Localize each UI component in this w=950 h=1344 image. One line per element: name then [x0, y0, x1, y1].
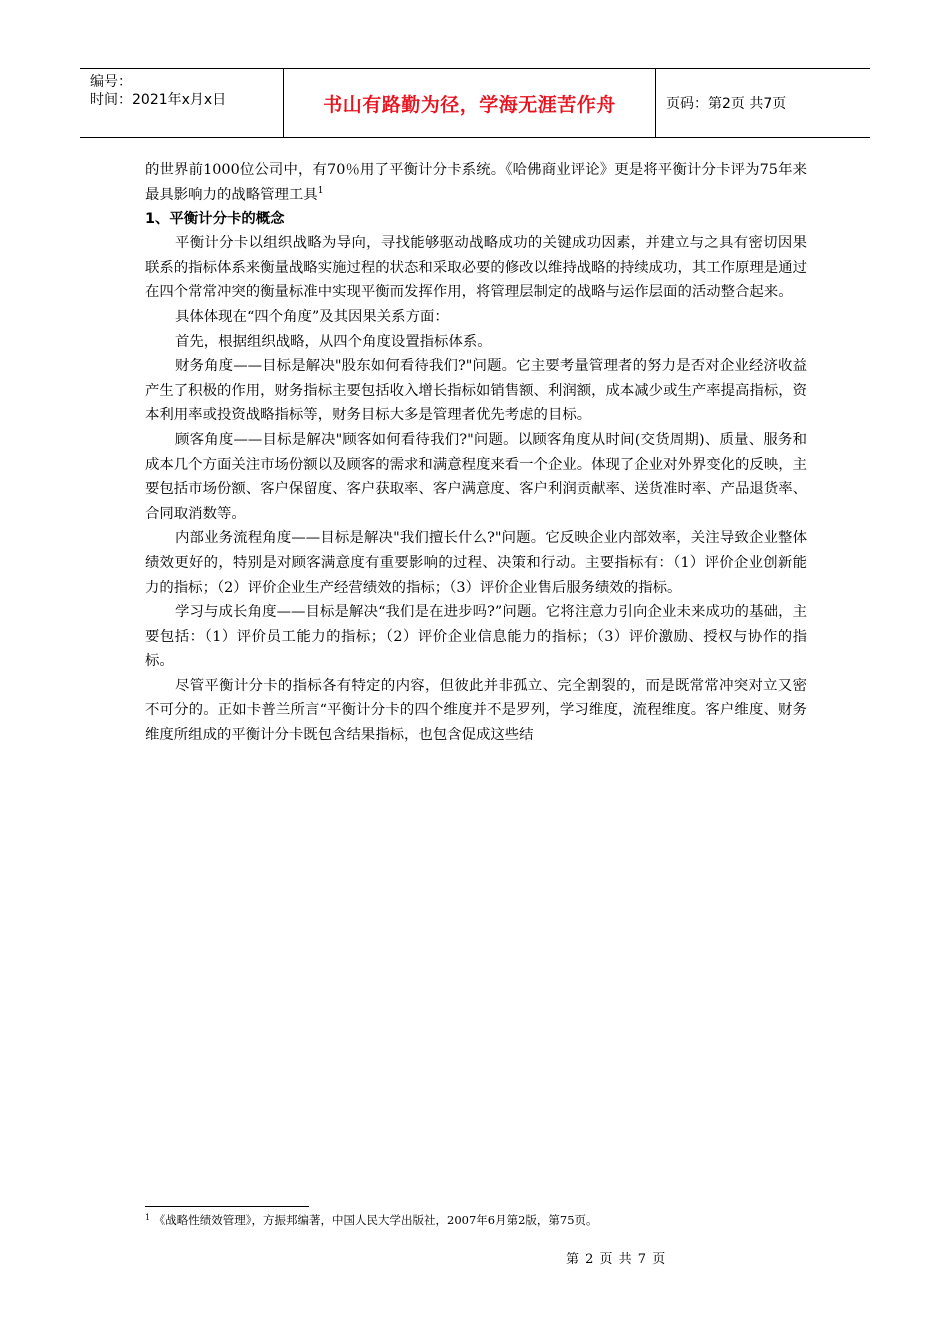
- paragraph-learning-growth: 学习与成长角度——目标是解决“我们是在进步吗?”问题。它将注意力引向企业未来成功的基础，主要包括：（1）评价员工能力的指标；（2）评价企业信息能力的指标；（3）评价激励、授权与协作的指标。: [145, 604, 807, 670]
- footnote-mark: 1: [145, 1213, 151, 1222]
- header-page-info: 页码：第2页 共7页: [666, 96, 787, 112]
- paragraph-internal-process: 内部业务流程角度——目标是解决"我们擅长什么?"问题。它反映企业内部效率，关注导致企业整体绩效更好的，特别是对顾客满意度有重要影响的过程、决策和行动。主要指标有：（1）评价企业创新能力的指标；（2）评价企业生产经营绩效的指标；（3）评价企业售后服务绩效的指标。: [145, 530, 807, 596]
- paragraph-concept: 平衡计分卡以组织战略为导向，寻找能够驱动战略成功的关键成功因素，并建立与之具有密切因果联系的指标体系来衡量战略实施过程的状态和采取必要的修改以维持战略的持续成功，其工作原理是通过在四个常常冲突的衡量标准中实现平衡而发挥作用，将管理层制定的战略与运作层面的活动整合起来。: [145, 235, 807, 301]
- paragraph-text: 的世界前1000位公司中，有70％用了平衡计分卡系统。《哈佛商业评论》更是将平衡计分卡评为75年来最具影响力的战略管理工具: [145, 162, 807, 203]
- footnote-reference: 1: [317, 185, 324, 196]
- footnote-separator: [145, 1206, 309, 1207]
- footnote: [145, 1212, 825, 1228]
- header-meta-cell: [80, 69, 284, 137]
- paragraph-financial: 财务角度——目标是解决"股东如何看待我们?"问题。它主要考量管理者的努力是否对企业经济收益产生了积极的作用，财务指标主要包括收入增长指标如销售额、利润额，成本减少或生产率提高指标，资本利用率或投资战略指标等，财务目标大多是管理者优先考虑的目标。: [145, 358, 807, 424]
- document-body: [145, 158, 807, 748]
- document-time-label: 时间：2021年x月x日: [90, 92, 227, 108]
- paragraph-customer: 顾客角度——目标是解决"顾客如何看待我们?"问题。以顾客角度从时间(交货周期)、质量、服务和成本几个方面关注市场份额以及顾客的需求和满意程度来看一个企业。体现了企业对外界变化的反映，主要包括市场份额、客户保留度、客户获取率、客户满意度、客户利润贡献率、送货准时率、产品退货率、合同取消数等。: [145, 431, 807, 522]
- paragraph-balance: 尽管平衡计分卡的指标各有特定的内容，但彼此并非孤立、完全割裂的，而是既常常冲突对立又密不可分的。正如卡普兰所言“平衡计分卡的四个维度并不是罗列，学习维度，流程维度。客户维度、财务维度所组成的平衡计分卡既包含结果指标，也包含促成这些结: [145, 677, 807, 744]
- section-heading: 1、平衡计分卡的概念: [145, 211, 285, 228]
- paragraph-four-perspectives-intro: 具体体现在“四个角度”及其因果关系方面：: [175, 308, 449, 325]
- paragraph-first: 首先，根据组织战略，从四个角度设置指标体系。: [175, 333, 492, 350]
- page-header-table: [80, 68, 870, 138]
- page-number-footer: 第 2 页 共 7 页: [566, 1252, 667, 1267]
- document-number-label: 编号：: [90, 74, 132, 90]
- footnote-text: 《战略性绩效管理》，方振邦编著，中国人民大学出版社，2007年6月第2版，第75页。: [153, 1213, 598, 1227]
- header-motto: 书山有路勤为径，学海无涯苦作舟: [284, 69, 656, 137]
- paragraph-continuation: [145, 158, 807, 207]
